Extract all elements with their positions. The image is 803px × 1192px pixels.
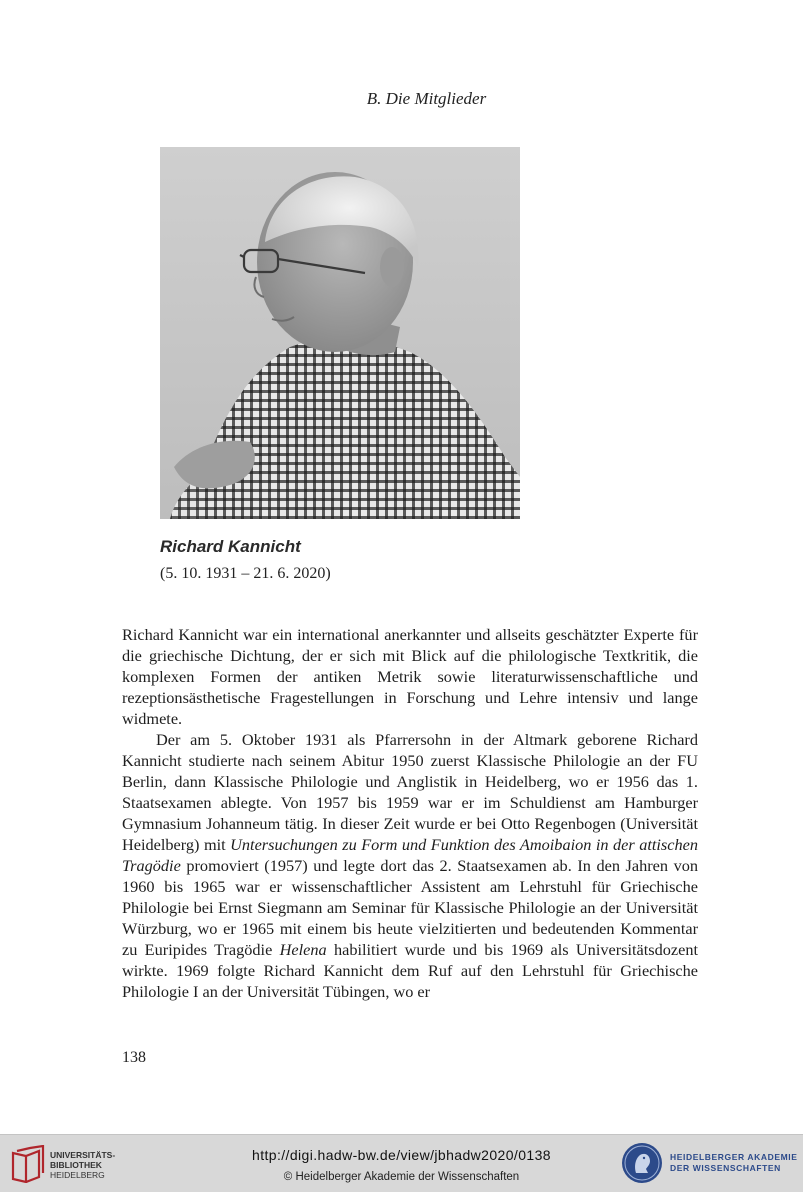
paragraph-1: Richard Kannicht war ein international anerkannter und allseits geschätzter Experte für die griechische Dichtung, der er sich mit Blick auf die philologische Textkritik, die komplexen Formen der antiken Metrik sowie literaturwissenschaftliche und rezeptionsästhetische Fragestellungen in Forschung und Lehre intensiv und lange widmete. (122, 625, 698, 728)
dissertation-title: Untersuchungen zu Form und Funktion des Amoibaion in der attischen Tragödie (122, 835, 698, 875)
paragraph-2-part-3: habilitiert wurde und bis 1969 als Universitätsdozent wirkte. 1969 folgte Richard Kannicht dem Ruf auf den Lehrstuhl für Griechische Philologie I an der Universität Tübingen, wo er (122, 940, 699, 1001)
academy-name (670, 1152, 798, 1174)
portrait-photo (160, 147, 520, 519)
document-url-link[interactable]: http://digi.hadw-bw.de/view/jbhadw2020/0138 (252, 1147, 551, 1163)
paragraph-2 (122, 729, 698, 1002)
library-line-2: BIBLIOTHEK (50, 1160, 102, 1170)
paragraph-2-part-1: Der am 5. Oktober 1931 als Pfarrersohn in der Altmark geborene Richard Kannicht studierte nach seinem Abitur 1950 zuerst Klassische Philologie an der FU Berlin, dann Klassische Philologie und Anglistik in Heidelberg, wo er 1956 das 1. Staatsexamen ablegte. Von 1957 bis 1959 war er im Schuldienst am Hamburger Gymnasium Johanneum tätig. In dieser Zeit wurde er bei Otto Regenbogen (Universität Heidelberg) mit (122, 730, 698, 854)
academy-line-2: DER WISSENSCHAFTEN (670, 1163, 781, 1173)
academy-seal-icon (620, 1141, 664, 1185)
portrait-name: Richard Kannicht (160, 537, 301, 556)
paragraph-2-part-2: promoviert (1957) und legte dort das 2. Staatsexamen ab. In den Jahren von 1960 bis 1965 war er wissenschaftlicher Assistent am Lehrstuhl für Griechische Philologie bei Ernst Siegmann am Seminar für Klassische Philologie an der Universität Würzburg, wo er 1965 mit einem bis heute vielzitierten und bedeutenden Kommentar zu Euripides Tragödie (122, 856, 698, 959)
library-line-1: UNIVERSITÄTS- (50, 1150, 116, 1160)
page-number: 138 (122, 1049, 146, 1066)
helena-title: Helena (279, 940, 327, 959)
running-head: B. Die Mitglieder (366, 89, 487, 108)
copyright-notice: © Heidelberger Akademie der Wissenschaften (283, 1171, 520, 1183)
body-text (122, 624, 698, 1002)
academy-line-1: HEIDELBERGER AKADEMIE (670, 1152, 798, 1162)
footer-bar (0, 1134, 803, 1192)
library-line-3: HEIDELBERG (50, 1170, 105, 1180)
portrait-dates: (5. 10. 1931 – 21. 6. 2020) (160, 565, 331, 582)
